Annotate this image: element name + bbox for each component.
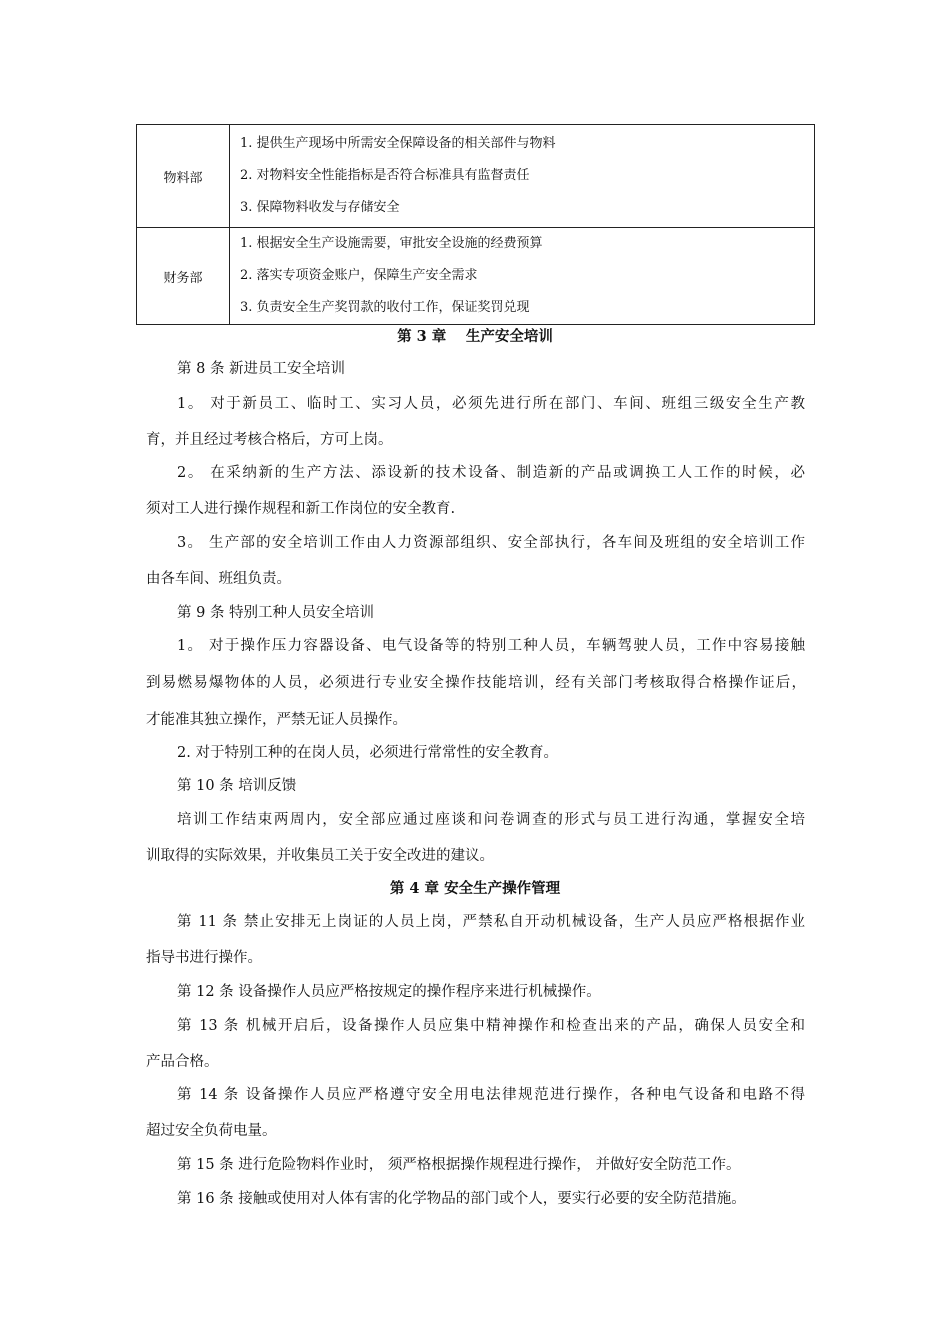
duty-item: 2. 落实专项资金账户，保障生产安全需求: [240, 268, 478, 283]
duty-item: 3. 负责安全生产奖罚款的收付工作，保证奖罚兑现: [240, 300, 530, 315]
article-11: 第 11 条 禁止安排无上岗证的人员上岗，严禁私自开动机械设备，生产人员应严格根据作业: [177, 914, 805, 930]
article-14: 第 14 条 设备操作人员应严格遵守安全用电法律规范进行操作，各种电气设备和电路不得: [177, 1087, 805, 1103]
article-12: 第 12 条 设备操作人员应严格按规定的操作程序来进行机械操作。: [177, 984, 601, 1000]
article-8-para-3: 3。 生产部的安全培训工作由人力资源部组织、安全部执行，各车间及班组的安全培训工作: [177, 535, 805, 551]
duties-cell: [230, 125, 815, 228]
article-8-para-3-cont: 由各车间、班组负责。: [146, 571, 291, 587]
duty-item: 1. 提供生产现场中所需安全保障设备的相关部件与物料: [240, 136, 556, 151]
table-row: [137, 125, 815, 228]
article-10-para-1: 培训工作结束两周内，安全部应通过座谈和问卷调查的形式与员工进行沟通，掌握安全培: [177, 812, 805, 828]
article-9-para-1-end: 才能准其独立操作，严禁无证人员操作。: [146, 712, 407, 728]
article-8-para-2: 2。 在采纳新的生产方法、添设新的技术设备、制造新的产品或调换工人工作的时候，必: [177, 465, 805, 481]
article-8-para-1: 1。 对于新员工、临时工、实习人员，必须先进行所在部门、车间、班组三级安全生产教: [177, 396, 805, 412]
dept-cell: 物料部: [137, 125, 230, 228]
duties-cell: [230, 228, 815, 325]
responsibility-table: [136, 124, 815, 325]
chapter-4-heading: 第 4 章 安全生产操作管理: [389, 880, 561, 897]
article-11-cont: 指导书进行操作。: [146, 950, 262, 966]
article-13: 第 13 条 机械开启后，设备操作人员应集中精神操作和检查出来的产品，确保人员安全和: [177, 1018, 805, 1034]
article-16: 第 16 条 接触或使用对人体有害的化学物品的部门或个人，要实行必要的安全防范措施。: [177, 1191, 746, 1207]
article-15: 第 15 条 进行危险物料作业时， 须严格根据操作规程进行操作， 并做好安全防范工作。: [177, 1157, 741, 1173]
duty-item: 1. 根据安全生产设施需要，审批安全设施的经费预算: [240, 236, 543, 251]
duty-item: 3. 保障物料收发与存储安全: [240, 200, 400, 215]
dept-cell: 财务部: [137, 228, 230, 325]
article-8-title: 第 8 条 新进员工安全培训: [177, 361, 346, 377]
article-9-title: 第 9 条 特别工种人员安全培训: [177, 605, 375, 621]
article-14-cont: 超过安全负荷电量。: [146, 1123, 277, 1139]
article-10-para-1-cont: 训取得的实际效果，并收集员工关于安全改进的建议。: [146, 848, 494, 864]
article-8-para-1-cont: 育，并且经过考核合格后，方可上岗。: [146, 432, 393, 448]
article-9-para-1: 1。 对于操作压力容器设备、电气设备等的特别工种人员，车辆驾驶人员，工作中容易接触: [177, 638, 805, 654]
article-13-cont: 产品合格。: [146, 1054, 219, 1070]
article-10-title: 第 10 条 培训反馈: [177, 778, 297, 794]
table-row: [137, 228, 815, 325]
article-8-para-2-cont: 须对工人进行操作规程和新工作岗位的安全教育.: [146, 501, 456, 517]
duty-item: 2. 对物料安全性能指标是否符合标准具有监督责任: [240, 168, 530, 183]
article-9-para-2: 2. 对于特别工种的在岗人员，必须进行常常性的安全教育。: [177, 745, 558, 761]
chapter-3-heading: 第 3 章 生产安全培训: [397, 328, 553, 345]
article-9-para-1-cont: 到易燃易爆物体的人员，必须进行专业安全操作技能培训，经有关部门考核取得合格操作证后，: [146, 675, 806, 691]
